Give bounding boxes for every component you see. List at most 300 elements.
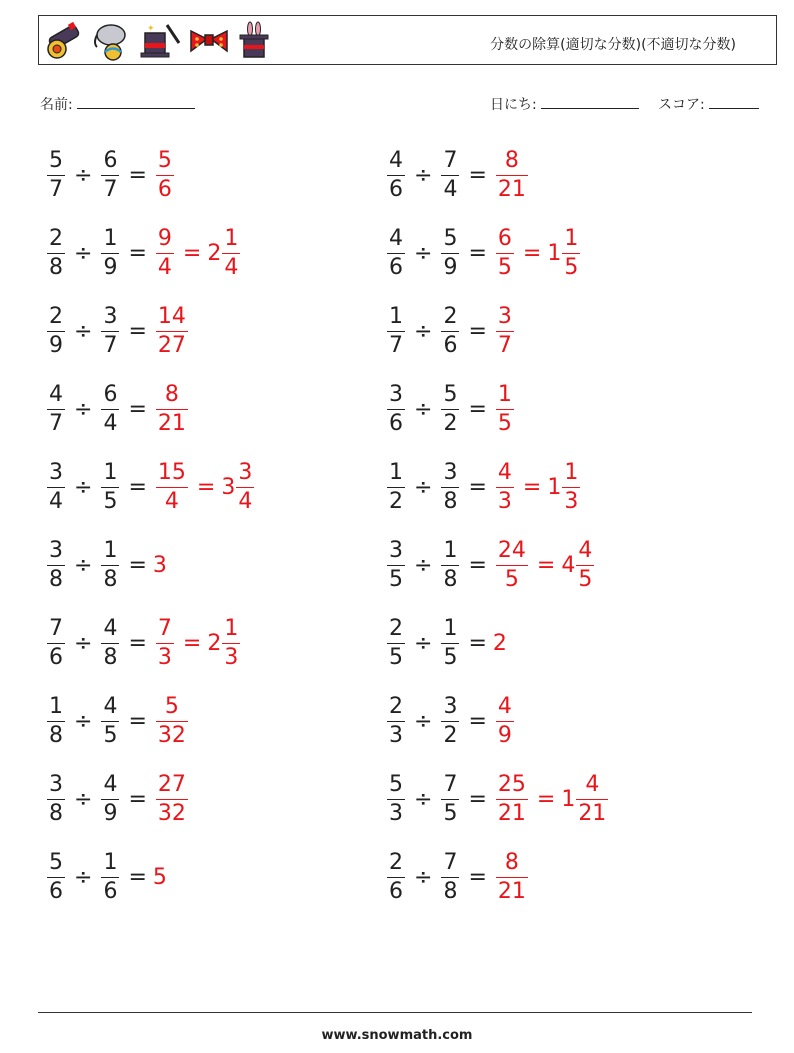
score-label: スコア: — [658, 97, 705, 113]
numerator: 1 — [103, 849, 118, 875]
problem — [384, 296, 517, 366]
denominator: 6 — [157, 176, 172, 202]
denominator: 3 — [389, 800, 403, 826]
divide-sign: ÷ — [414, 630, 433, 656]
denominator: 6 — [389, 176, 403, 202]
problem — [44, 686, 191, 756]
mixed-fraction — [576, 537, 594, 592]
problem — [44, 764, 191, 834]
denominator: 5 — [103, 488, 118, 514]
dividend-fraction — [47, 771, 65, 826]
numerator: 25 — [497, 771, 526, 797]
denominator: 6 — [443, 332, 458, 358]
problem — [44, 608, 243, 678]
dividend-fraction — [387, 459, 405, 514]
denominator: 8 — [443, 488, 458, 514]
answer-fraction — [156, 771, 188, 826]
divisor-fraction — [441, 771, 459, 826]
answer-fraction — [496, 459, 514, 514]
numerator: 4 — [389, 225, 403, 251]
answer — [493, 381, 517, 436]
numerator: 6 — [103, 147, 118, 173]
denominator: 5 — [497, 410, 512, 436]
divisor-fraction — [441, 459, 459, 514]
numerator: 4 — [389, 147, 403, 173]
denominator: 2 — [443, 722, 458, 748]
answer — [493, 693, 517, 748]
mixed-fraction — [222, 225, 240, 280]
denominator: 3 — [497, 488, 512, 514]
answer — [493, 225, 583, 280]
magic-hat-wand-icon — [139, 21, 181, 61]
answer-fraction — [156, 147, 174, 202]
denominator: 8 — [49, 566, 63, 592]
answer-fraction — [156, 693, 188, 748]
answer-fraction — [496, 225, 514, 280]
mixed-fraction — [562, 225, 580, 280]
header-icons — [43, 20, 271, 62]
numerator: 3 — [443, 459, 458, 485]
problem — [384, 842, 531, 912]
numerator: 9 — [157, 225, 172, 251]
dividend-fraction — [387, 849, 405, 904]
problem — [44, 530, 167, 600]
problem — [384, 686, 517, 756]
dividend-fraction — [387, 147, 405, 202]
answer-equals-sign: = — [536, 552, 556, 578]
numerator: 1 — [389, 303, 403, 329]
divide-sign: ÷ — [74, 864, 93, 890]
divisor-fraction — [101, 303, 119, 358]
problem — [44, 218, 243, 288]
answer — [153, 553, 167, 578]
equals-sign: = — [128, 630, 147, 656]
answer — [493, 303, 517, 358]
answer-equals-sign: = — [522, 240, 542, 266]
divide-sign: ÷ — [414, 708, 433, 734]
dividend-fraction — [47, 225, 65, 280]
numerator: 1 — [224, 615, 239, 641]
numerator: 1 — [443, 537, 458, 563]
numerator: 5 — [49, 849, 63, 875]
divide-sign: ÷ — [74, 708, 93, 734]
numerator: 3 — [497, 303, 512, 329]
divide-sign: ÷ — [74, 396, 93, 422]
numerator: 1 — [443, 615, 458, 641]
answer — [153, 381, 191, 436]
mixed-whole: 1 — [547, 240, 562, 266]
denominator: 7 — [103, 176, 118, 202]
name-field — [40, 94, 195, 114]
divisor-fraction — [441, 849, 459, 904]
numerator: 1 — [103, 537, 118, 563]
divisor-fraction — [101, 693, 119, 748]
divide-sign: ÷ — [74, 318, 93, 344]
answer-fraction — [156, 381, 188, 436]
elephant-on-ball-icon — [91, 21, 133, 61]
numerator: 7 — [157, 615, 172, 641]
equals-sign: = — [468, 162, 487, 188]
mixed-fraction — [576, 771, 608, 826]
problem — [44, 374, 191, 444]
denominator: 9 — [443, 254, 458, 280]
answer-whole: 2 — [492, 630, 507, 656]
denominator: 8 — [443, 878, 458, 904]
answer-fraction — [496, 381, 514, 436]
worksheet-header — [38, 15, 777, 65]
divide-sign: ÷ — [414, 318, 433, 344]
divisor-fraction — [441, 537, 459, 592]
denominator: 21 — [497, 800, 526, 826]
equals-sign: = — [468, 396, 487, 422]
denominator: 8 — [49, 800, 63, 826]
dividend-fraction — [47, 849, 65, 904]
numerator: 2 — [389, 849, 403, 875]
problem — [384, 374, 517, 444]
dividend-fraction — [47, 381, 65, 436]
numerator: 5 — [443, 381, 458, 407]
answer — [153, 147, 177, 202]
numerator: 1 — [224, 225, 239, 251]
denominator: 4 — [49, 488, 63, 514]
equals-sign: = — [128, 162, 147, 188]
numerator: 3 — [103, 303, 118, 329]
denominator: 5 — [389, 644, 403, 670]
answer — [153, 303, 191, 358]
dividend-fraction — [387, 771, 405, 826]
numerator: 8 — [164, 381, 179, 407]
numerator: 14 — [157, 303, 186, 329]
numerator: 3 — [389, 381, 403, 407]
equals-sign: = — [468, 552, 487, 578]
problem — [44, 842, 167, 912]
date-field — [490, 94, 639, 114]
answer-fraction — [156, 303, 188, 358]
divide-sign: ÷ — [74, 630, 93, 656]
numerator: 5 — [164, 693, 179, 719]
divisor-fraction — [101, 459, 119, 514]
divide-sign: ÷ — [414, 864, 433, 890]
divide-sign: ÷ — [74, 786, 93, 812]
answer-whole: 5 — [152, 864, 167, 890]
denominator: 4 — [224, 254, 239, 280]
problem — [384, 140, 531, 210]
denominator: 9 — [103, 254, 118, 280]
divisor-fraction — [441, 147, 459, 202]
dividend-fraction — [47, 693, 65, 748]
problem — [384, 530, 597, 600]
svg-text:✦: ✦ — [147, 24, 155, 34]
numerator: 6 — [103, 381, 118, 407]
numerator: 2 — [49, 303, 63, 329]
equals-sign: = — [468, 318, 487, 344]
numerator: 2 — [389, 693, 403, 719]
numerator: 4 — [578, 537, 593, 563]
answer — [153, 693, 191, 748]
divisor-fraction — [101, 381, 119, 436]
numerator: 1 — [103, 225, 118, 251]
equals-sign: = — [128, 708, 147, 734]
denominator: 8 — [103, 644, 118, 670]
numerator: 1 — [49, 693, 63, 719]
denominator: 7 — [49, 176, 63, 202]
numerator: 2 — [49, 225, 63, 251]
dividend-fraction — [47, 537, 65, 592]
dividend-fraction — [47, 615, 65, 670]
divide-sign: ÷ — [414, 162, 433, 188]
answer-fraction — [496, 537, 528, 592]
numerator: 4 — [497, 693, 512, 719]
answer — [153, 865, 167, 890]
divide-sign: ÷ — [74, 240, 93, 266]
numerator: 7 — [443, 147, 458, 173]
answer-equals-sign: = — [182, 630, 202, 656]
answer — [153, 771, 191, 826]
problem — [384, 218, 583, 288]
denominator: 2 — [389, 488, 403, 514]
answer — [493, 459, 583, 514]
mixed-whole: 4 — [561, 552, 576, 578]
answer-equals-sign: = — [182, 240, 202, 266]
mixed-whole: 2 — [207, 630, 222, 656]
answer — [493, 537, 597, 592]
numerator: 5 — [389, 771, 403, 797]
divide-sign: ÷ — [414, 474, 433, 500]
equals-sign: = — [468, 240, 487, 266]
mixed-whole: 3 — [221, 474, 236, 500]
denominator: 5 — [389, 566, 403, 592]
numerator: 6 — [497, 225, 512, 251]
numerator: 3 — [389, 537, 403, 563]
numerator: 1 — [497, 381, 512, 407]
denominator: 4 — [157, 254, 172, 280]
divisor-fraction — [441, 303, 459, 358]
numerator: 3 — [49, 459, 63, 485]
denominator: 9 — [497, 722, 512, 748]
numerator: 4 — [585, 771, 600, 797]
divisor-fraction — [101, 615, 119, 670]
denominator: 3 — [389, 722, 403, 748]
divisor-fraction — [441, 693, 459, 748]
numerator: 3 — [49, 537, 63, 563]
numerator: 24 — [497, 537, 526, 563]
equals-sign: = — [128, 474, 147, 500]
numerator: 8 — [504, 849, 519, 875]
answer — [493, 631, 507, 656]
divisor-fraction — [101, 537, 119, 592]
denominator: 9 — [49, 332, 63, 358]
denominator: 21 — [157, 410, 186, 436]
numerator: 3 — [238, 459, 253, 485]
answer — [493, 849, 531, 904]
numerator: 1 — [564, 459, 579, 485]
denominator: 4 — [164, 488, 179, 514]
denominator: 3 — [224, 644, 239, 670]
denominator: 8 — [49, 722, 63, 748]
denominator: 5 — [504, 566, 519, 592]
date-label: 日にち: — [490, 97, 537, 113]
answer-fraction — [496, 693, 514, 748]
denominator: 7 — [49, 410, 63, 436]
answer-fraction — [156, 225, 174, 280]
denominator: 7 — [497, 332, 512, 358]
answer — [153, 615, 243, 670]
denominator: 9 — [103, 800, 118, 826]
answer-whole: 3 — [152, 552, 167, 578]
numerator: 2 — [389, 615, 403, 641]
mixed-whole: 1 — [547, 474, 562, 500]
answer-fraction — [496, 771, 528, 826]
denominator: 7 — [389, 332, 403, 358]
denominator: 8 — [103, 566, 118, 592]
answer — [153, 459, 257, 514]
numerator: 4 — [103, 693, 118, 719]
name-blank — [77, 94, 195, 109]
denominator: 21 — [578, 800, 607, 826]
denominator: 5 — [564, 254, 579, 280]
problem — [384, 452, 583, 522]
divide-sign: ÷ — [414, 552, 433, 578]
mixed-fraction — [562, 459, 580, 514]
numerator: 2 — [443, 303, 458, 329]
numerator: 3 — [49, 771, 63, 797]
problem — [44, 296, 191, 366]
denominator: 8 — [443, 566, 458, 592]
dividend-fraction — [47, 459, 65, 514]
divide-sign: ÷ — [414, 786, 433, 812]
numerator: 4 — [49, 381, 63, 407]
numerator: 4 — [497, 459, 512, 485]
denominator: 32 — [157, 800, 186, 826]
dividend-fraction — [47, 303, 65, 358]
numerator: 5 — [49, 147, 63, 173]
divisor-fraction — [101, 849, 119, 904]
problem — [44, 140, 177, 210]
denominator: 8 — [49, 254, 63, 280]
numerator: 1 — [103, 459, 118, 485]
equals-sign: = — [128, 240, 147, 266]
denominator: 6 — [389, 878, 403, 904]
equals-sign: = — [468, 630, 487, 656]
numerator: 27 — [157, 771, 186, 797]
name-label: 名前: — [40, 97, 73, 113]
denominator: 6 — [103, 878, 118, 904]
rabbit-in-hat-icon — [237, 21, 271, 61]
answer-equals-sign: = — [196, 474, 216, 500]
dividend-fraction — [387, 615, 405, 670]
divide-sign: ÷ — [74, 162, 93, 188]
numerator: 7 — [443, 849, 458, 875]
divisor-fraction — [441, 615, 459, 670]
answer-equals-sign: = — [536, 786, 556, 812]
equals-sign: = — [128, 552, 147, 578]
answer-fraction — [496, 303, 514, 358]
score-blank — [709, 94, 759, 109]
worksheet-title: 分数の除算(適切な分数)(不適切な分数) — [490, 37, 736, 53]
denominator: 6 — [389, 410, 403, 436]
answer-fraction — [156, 459, 188, 514]
divide-sign: ÷ — [414, 240, 433, 266]
numerator: 1 — [564, 225, 579, 251]
numerator: 1 — [389, 459, 403, 485]
dividend-fraction — [387, 693, 405, 748]
equals-sign: = — [468, 786, 487, 812]
denominator: 6 — [389, 254, 403, 280]
answer — [493, 771, 611, 826]
answer-equals-sign: = — [522, 474, 542, 500]
mixed-whole: 2 — [207, 240, 222, 266]
denominator: 21 — [497, 176, 526, 202]
numerator: 5 — [157, 147, 172, 173]
denominator: 5 — [497, 254, 512, 280]
numerator: 5 — [443, 225, 458, 251]
equals-sign: = — [128, 396, 147, 422]
equals-sign: = — [128, 786, 147, 812]
dividend-fraction — [387, 303, 405, 358]
denominator: 4 — [103, 410, 118, 436]
answer — [493, 147, 531, 202]
divisor-fraction — [101, 147, 119, 202]
score-field — [658, 94, 759, 114]
numerator: 15 — [157, 459, 186, 485]
denominator: 7 — [103, 332, 118, 358]
divide-sign: ÷ — [414, 396, 433, 422]
dividend-fraction — [387, 381, 405, 436]
equals-sign: = — [468, 708, 487, 734]
divide-sign: ÷ — [74, 552, 93, 578]
footer-url: www.snowmath.com — [321, 1028, 473, 1043]
denominator: 32 — [157, 722, 186, 748]
cannon-icon — [43, 21, 85, 61]
answer-fraction — [496, 147, 528, 202]
numerator: 4 — [103, 615, 118, 641]
numerator: 8 — [504, 147, 519, 173]
dividend-fraction — [387, 225, 405, 280]
mixed-fraction — [236, 459, 254, 514]
date-blank — [541, 94, 639, 109]
numerator: 4 — [103, 771, 118, 797]
footer-divider — [38, 1012, 752, 1013]
denominator: 5 — [103, 722, 118, 748]
numerator: 7 — [443, 771, 458, 797]
divisor-fraction — [101, 225, 119, 280]
denominator: 5 — [443, 644, 458, 670]
mixed-whole: 1 — [561, 786, 576, 812]
problem — [44, 452, 257, 522]
denominator: 27 — [157, 332, 186, 358]
answer-fraction — [156, 615, 174, 670]
equals-sign: = — [468, 474, 487, 500]
mixed-fraction — [222, 615, 240, 670]
dividend-fraction — [47, 147, 65, 202]
dividend-fraction — [387, 537, 405, 592]
denominator: 6 — [49, 644, 63, 670]
denominator: 2 — [443, 410, 458, 436]
answer — [153, 225, 243, 280]
denominator: 6 — [49, 878, 63, 904]
denominator: 3 — [564, 488, 579, 514]
equals-sign: = — [128, 318, 147, 344]
numerator: 3 — [443, 693, 458, 719]
divisor-fraction — [441, 381, 459, 436]
denominator: 4 — [238, 488, 253, 514]
denominator: 5 — [443, 800, 458, 826]
denominator: 5 — [578, 566, 593, 592]
equals-sign: = — [128, 864, 147, 890]
problem — [384, 764, 611, 834]
denominator: 3 — [157, 644, 172, 670]
denominator: 4 — [443, 176, 458, 202]
